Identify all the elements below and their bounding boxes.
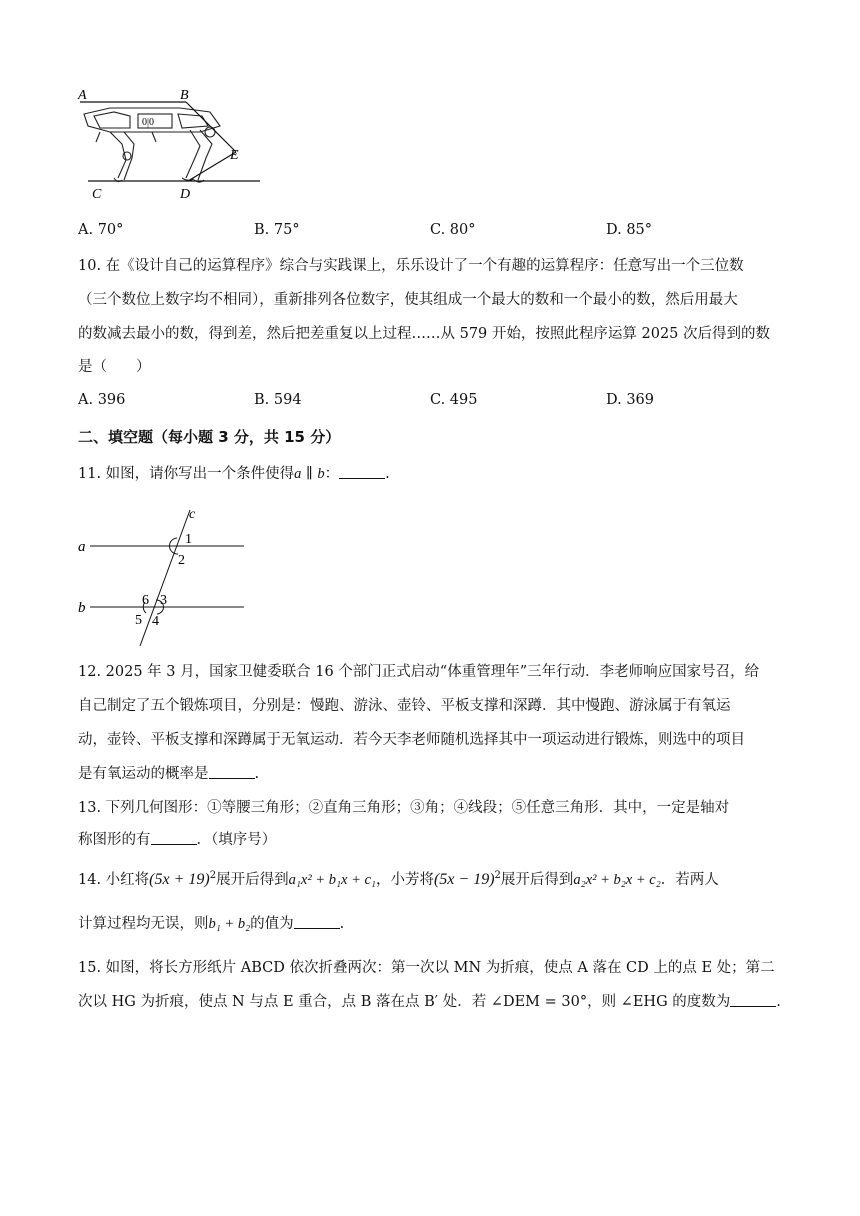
q11-var-a: a (294, 466, 302, 482)
line-label-a: a (78, 539, 86, 555)
robot-screen-text: 0|0 (142, 117, 155, 128)
q12-line-4-prefix: 是有氧运动的概率是 (78, 766, 209, 782)
q9-option-a: A. 70° (78, 222, 124, 238)
q11-colon: ： (324, 466, 340, 482)
q11-prefix: 11. 如图，请你写出一个条件使得 (78, 466, 295, 482)
q12-answer-blank[interactable] (209, 764, 255, 779)
angle-label-6: 6 (142, 593, 149, 608)
q11-end: . (385, 466, 390, 482)
q14-p3: ，小芳将 (375, 871, 434, 888)
q12-line-2: 自己制定了五个锻炼项目，分别是：慢跑、游泳、壶铃、平板支撑和深蹲．其中慢跑、游泳属于有氧运 (78, 698, 731, 714)
q10-line-4: 是（ ） (78, 359, 151, 375)
q14-poly-2: a₂x² + b₂x + c₂ (573, 871, 661, 888)
parallel-lines-figure (72, 504, 252, 654)
line-label-c: c (189, 507, 196, 522)
q15-line-1: 15. 如图，将长方形纸片 ABCD 依次折叠两次：第一次以 MN 为折痕，使点 A 落在 CD 上的点 E 处；第二 (78, 960, 775, 976)
q10-option-b: B. 594 (254, 392, 302, 408)
angle-label-4: 4 (152, 614, 159, 629)
q14-poly-1: a₁x² + b₁x + c₁ (288, 871, 376, 888)
label-C: C (92, 187, 102, 202)
q15-line-2-suffix: . (776, 994, 781, 1010)
q12-line-4 (78, 764, 259, 784)
q12-line-1: 12. 2025 年 3 月，国家卫健委联合 16 个部门正式启动“体重管理年”三年行动．李老师响应国家号召，给 (78, 664, 760, 680)
angle-label-2: 2 (178, 553, 185, 568)
q14-expr-2: (5x − 19) (433, 870, 495, 888)
q14-p4: 展开后得到 (500, 871, 574, 888)
angle-label-1: 1 (185, 532, 192, 547)
q14-line-2-prefix: 计算过程均无误，则 (78, 916, 209, 932)
q10-line-1: 10. 在《设计自己的运算程序》综合与实践课上，乐乐设计了一个有趣的运算程序：任意写出一个三位数 (78, 258, 744, 274)
q13-line-2-suffix: ．（填序号） (196, 832, 277, 848)
q10-line-3: 的数减去最小的数，得到差，然后把差重复以上过程……从 579 开始，按照此程序运算 2025 次后得到的数 (78, 326, 771, 342)
line-label-b: b (78, 600, 86, 616)
q14-line-2-mid: 的值为 (250, 916, 294, 932)
q15-line-2 (78, 992, 781, 1012)
q12-line-4-suffix: . (254, 766, 260, 782)
angle-label-5: 5 (135, 613, 142, 628)
q14-line-2-suffix: . (339, 916, 345, 932)
q14-answer-blank[interactable] (294, 914, 340, 929)
q10-line-2: （三个数位上数字均不相同），重新排列各位数字，使其组成一个最大的数和一个最小的数，然后用最大 (78, 292, 738, 308)
q15-line-2-prefix: 次以 HG 为折痕，使点 N 与点 E 重合，点 B 落在点 B′ 处．若 ∠DEM = 30°，则 ∠EHG 的度数为 (78, 994, 731, 1010)
q14-expr-1: (5x + 19) (149, 870, 210, 888)
q9-option-c: C. 80° (430, 222, 476, 238)
q13-line-2 (78, 830, 276, 850)
angle-label-3: 3 (160, 593, 167, 608)
robot-dog-figure (70, 86, 260, 204)
q14-square-1: 2 (209, 870, 217, 881)
q11-var-b: b (317, 466, 325, 482)
q9-option-d: D. 85° (606, 222, 653, 238)
q14-p1: 14. 小红将 (78, 871, 150, 888)
q10-option-d: D. 369 (606, 392, 655, 408)
q14-p5: ．若两人 (660, 871, 719, 888)
q14-line-1 (78, 866, 719, 890)
q13-line-2-prefix: 称图形的有 (78, 832, 151, 848)
q14-line-2 (78, 914, 344, 934)
section-title: 二、填空题（每小题 3 分，共 15 分） (78, 428, 341, 446)
q9-option-b: B. 75° (254, 222, 300, 238)
q13-answer-blank[interactable] (151, 830, 197, 845)
label-E: E (230, 148, 239, 163)
q15-answer-blank[interactable] (730, 992, 776, 1007)
q11-question (78, 464, 390, 484)
q14-sum: b₁ + b₂ (208, 916, 251, 932)
label-A: A (78, 88, 87, 103)
q10-option-c: C. 495 (430, 392, 478, 408)
label-B: B (180, 88, 189, 103)
q14-p2: 展开后得到 (216, 871, 289, 888)
q11-parallel: ∥ (301, 466, 318, 482)
q11-answer-blank[interactable] (339, 464, 385, 479)
label-D: D (180, 187, 191, 202)
q12-line-3: 动，壶铃、平板支撑和深蹲属于无氧运动．若今天李老师随机选择其中一项运动进行锻炼，则选中的项目 (78, 732, 745, 748)
q13-line-1: 13. 下列几何图形：①等腰三角形；②直角三角形；③角；④线段；⑤任意三角形．其中，一定是轴对 (78, 800, 730, 816)
q14-square-2: 2 (494, 870, 501, 881)
q10-option-a: A. 396 (78, 392, 126, 408)
